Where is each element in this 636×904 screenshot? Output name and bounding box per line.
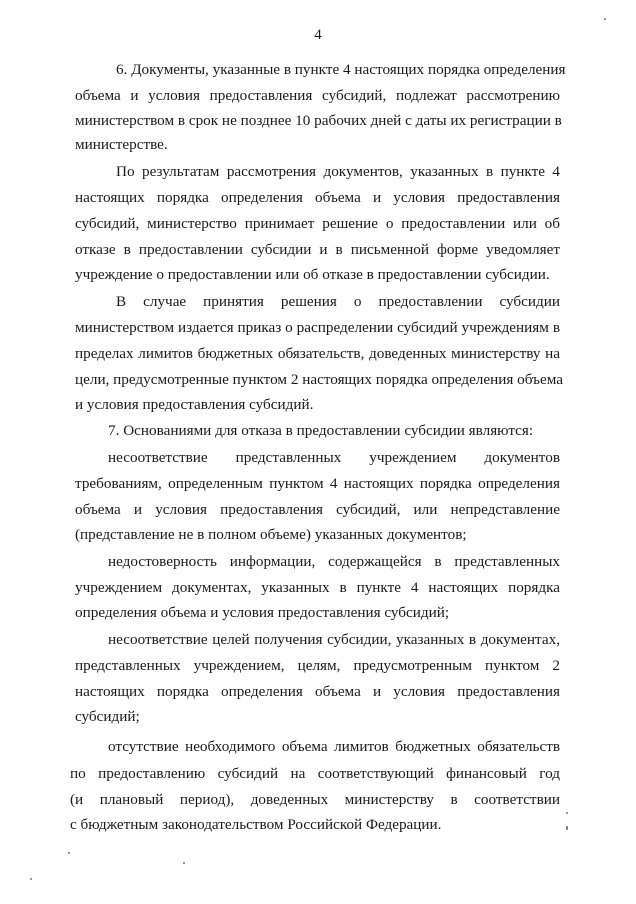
text-line: министерством издается приказ о распределении субсидий учреждениям в [75,319,560,336]
text-line: по предоставлению субсидий на соответствующий финансовый год [70,765,560,782]
text-line: (и плановый период), доведенных министерству в соответствии [70,791,560,808]
text-line: несоответствие представленных учреждением документов [108,449,560,466]
scan-speck [604,18,606,20]
text-line: отсутствие необходимого объема лимитов бюджетных обязательств [108,738,560,755]
text-line: требованиям, определенным пунктом 4 настоящих порядка определения [75,475,560,492]
text-line: с бюджетным законодательством Российской Федерации. [70,816,442,833]
scan-speck [566,812,568,814]
text-line: По результатам рассмотрения документов, указанных в пункте 4 [116,163,560,180]
text-line: (представление не в полном объеме) указанных документов; [75,526,467,543]
text-line: представленных учреждением, целям, предусмотренным пунктом 2 [75,657,560,674]
scan-speck [68,852,70,854]
text-line: В случае принятия решения о предоставлении субсидии [116,293,560,310]
scan-speck [30,878,32,880]
text-line: субсидий; [75,708,140,725]
text-line: настоящих порядка определения объема и условия предоставления [75,683,560,700]
text-line: настоящих порядка определения объема и условия предоставления [75,189,560,206]
text-line: отказе в предоставлении субсидии и в письменной форме уведомляет [75,241,560,258]
text-line: недостоверность информации, содержащейся в представленных [108,553,560,570]
scan-speck [183,862,185,864]
text-line: 7. Основаниями для отказа в предоставлении субсидии являются: [108,422,534,439]
text-line: несоответствие целей получения субсидии, указанных в документах, [108,631,560,648]
text-line: учреждение о предоставлении или об отказе в предоставлении субсидии. [75,266,550,283]
text-line: пределах лимитов бюджетных обязательств, доведенных министерству на [75,345,560,362]
text-line: определения объема и условия предоставления субсидий; [75,604,450,621]
text-line: министерством в срок не позднее 10 рабочих дней с даты их регистрации в [75,112,562,129]
text-line: объема и условия предоставления субсидий, подлежат рассмотрению [75,87,560,104]
scan-speck [566,826,568,830]
text-line: министерстве. [75,136,168,153]
text-line: цели, предусмотренные пунктом 2 настоящих порядка определения объема [75,371,563,388]
text-line: 6. Документы, указанные в пункте 4 настоящих порядка определения [116,61,566,78]
text-line: учреждением документах, указанных в пункте 4 настоящих порядка [75,579,560,596]
text-line: объема и условия предоставления субсидий, или непредставление [75,501,560,518]
text-line: и условия предоставления субсидий. [75,396,314,413]
text-line: субсидий, министерство принимает решение о предоставлении или об [75,215,560,232]
page-number: 4 [314,27,322,43]
